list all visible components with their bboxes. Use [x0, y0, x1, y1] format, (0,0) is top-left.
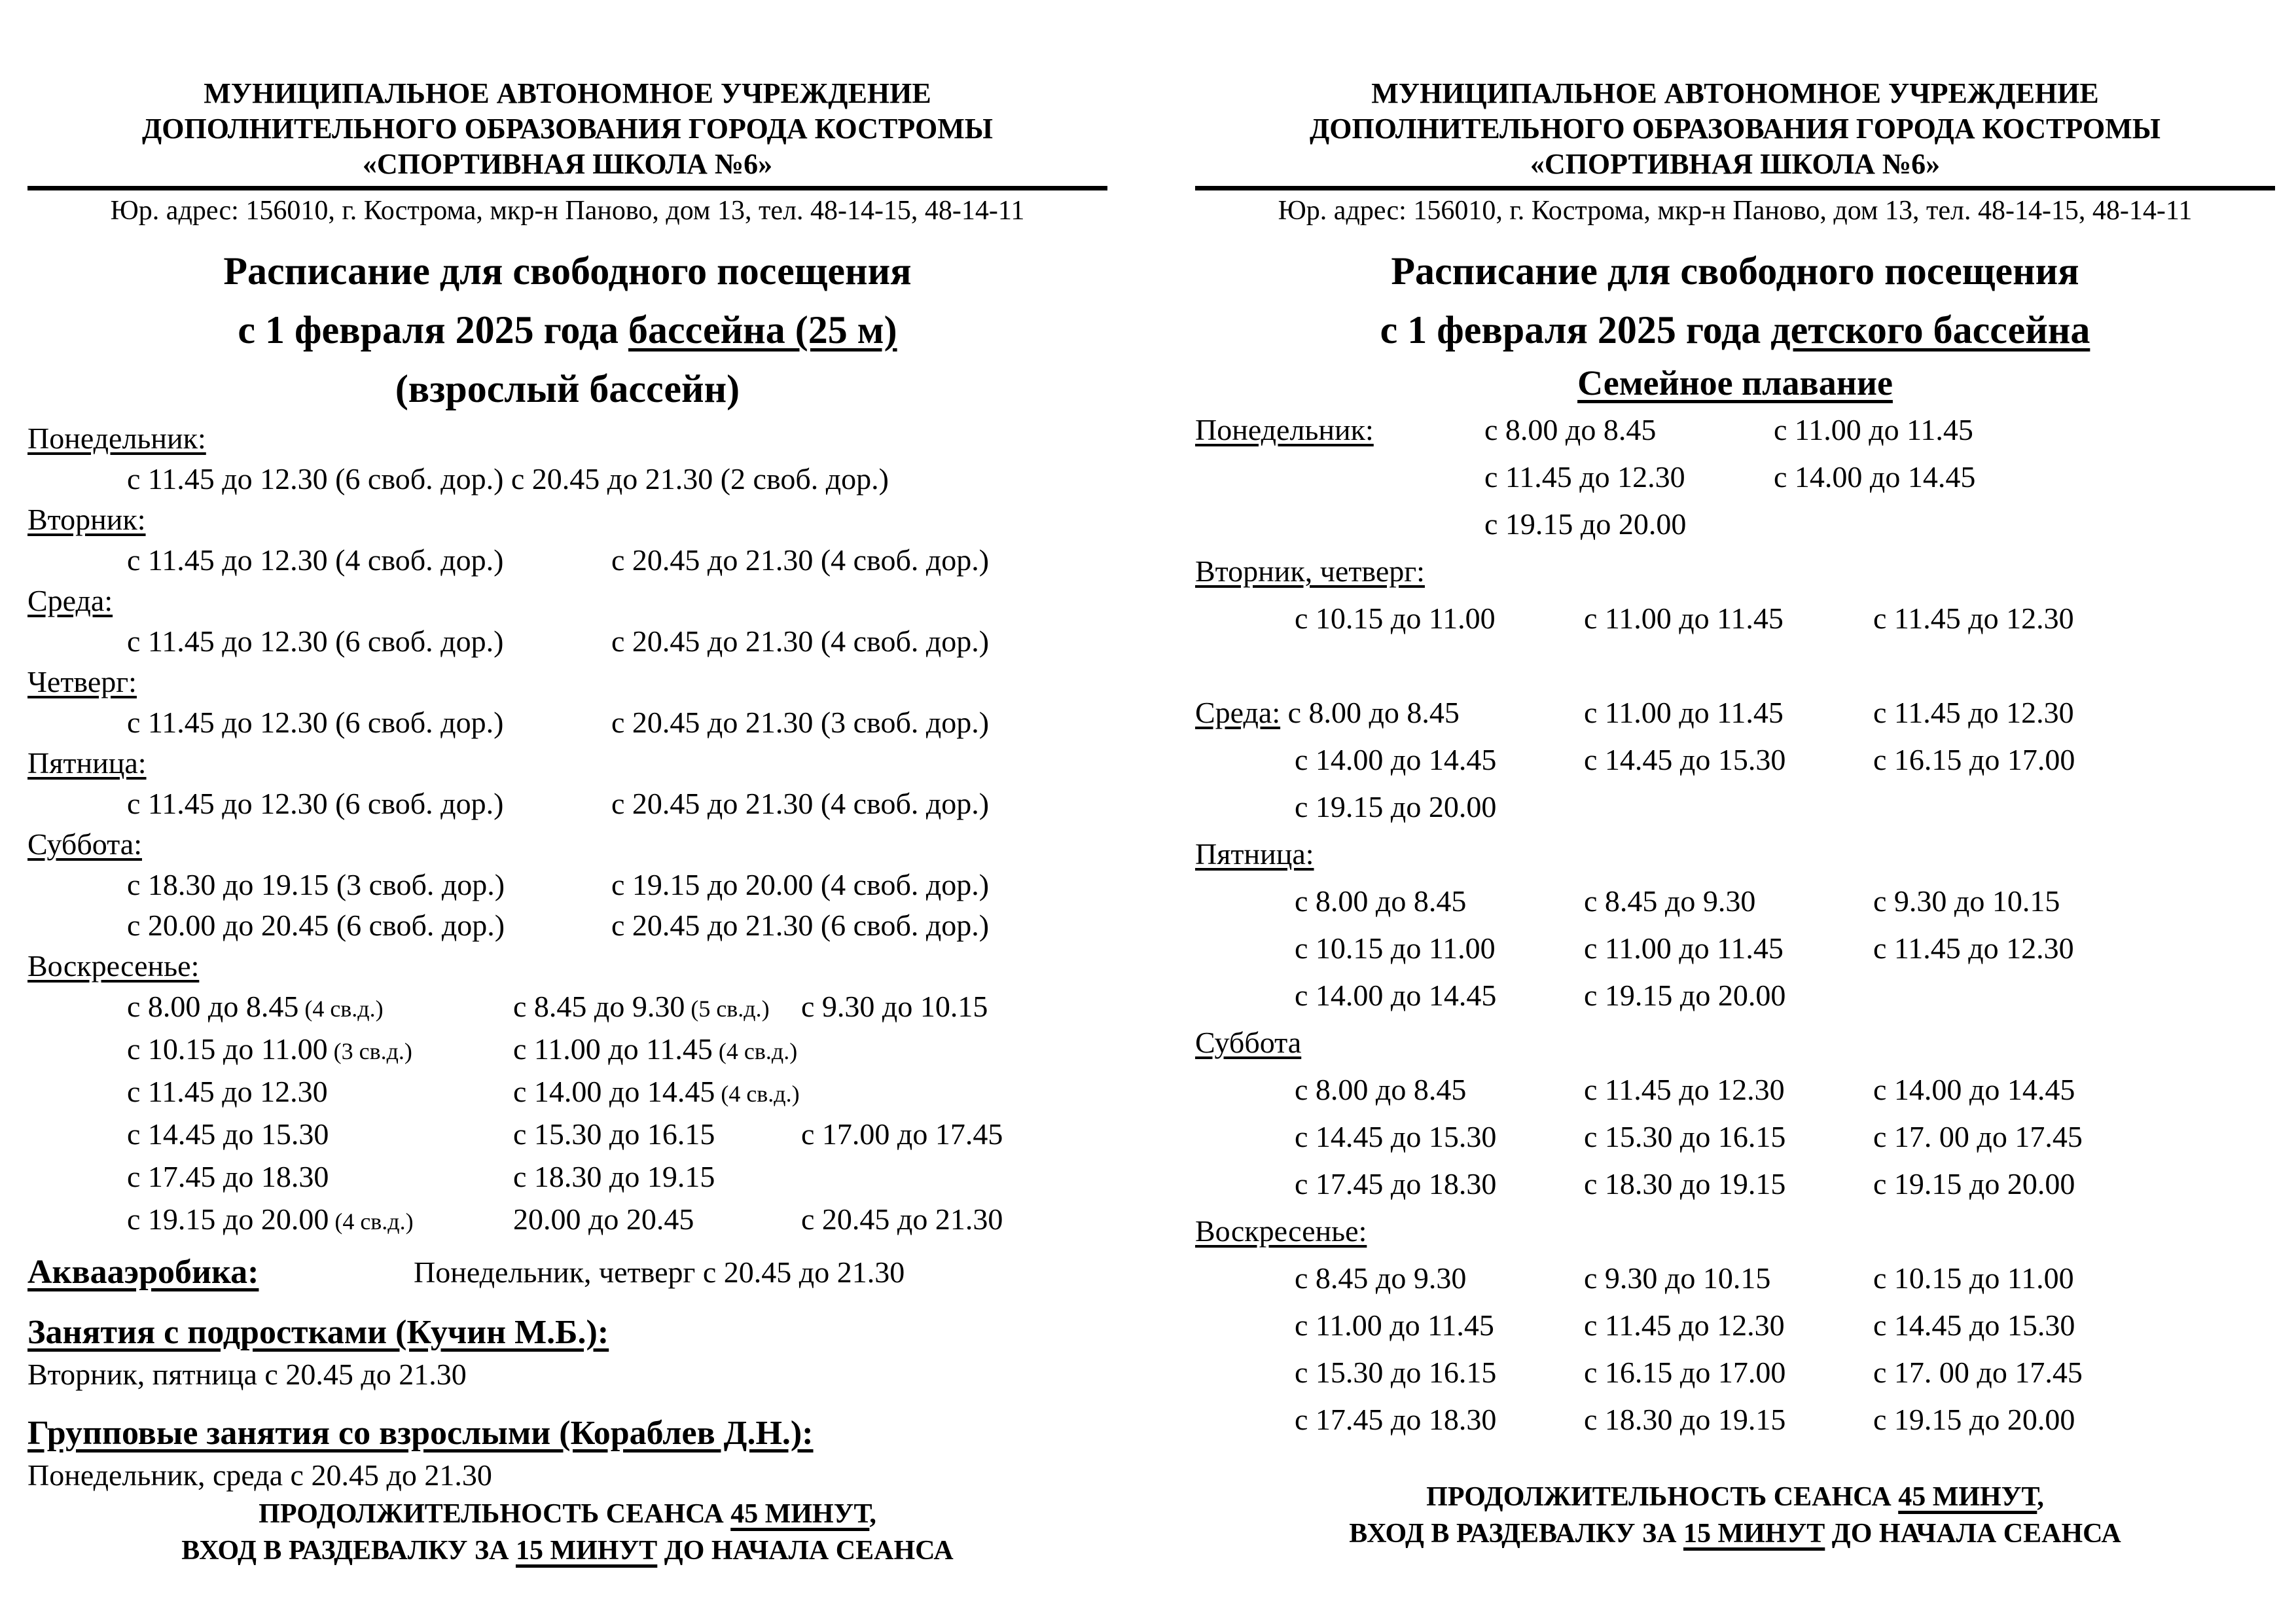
time-range: с 8.45 до 9.30	[513, 990, 685, 1023]
time-slot: с 9.30 до 10.15	[1873, 884, 2060, 918]
day-section	[27, 418, 1107, 499]
time-slot	[127, 1199, 513, 1242]
time-range: с 8.00 до 8.45	[1280, 696, 1460, 729]
time-slot: с 17. 00 до 17.45	[1873, 1120, 2083, 1153]
time-range: 20.00 до 20.45	[513, 1202, 694, 1236]
time-range: с 14.00 до 14.45	[513, 1075, 715, 1108]
kids-pool-schedule	[1195, 0, 2275, 1552]
day-section	[1195, 548, 2275, 642]
day-section	[27, 499, 1107, 581]
time-slot: с 20.45 до 21.30 (6 своб. дор.)	[611, 909, 990, 942]
day-grid	[1195, 595, 2275, 642]
time-slot	[127, 1114, 513, 1157]
time-slot: с 18.30 до 19.15	[1584, 1403, 1786, 1436]
free-lanes-note: (4 св.д.)	[329, 1208, 414, 1235]
session-note	[27, 1496, 1107, 1569]
subtitle: Семейное плавание	[1577, 363, 1893, 403]
time-slot	[127, 1029, 513, 1072]
time-slot: с 20.45 до 21.30 (3 своб. дор.)	[611, 706, 990, 739]
wednesday-grid	[1195, 689, 2275, 831]
day-label: Вторник, четверг:	[1195, 554, 1425, 588]
time-slot	[513, 1029, 801, 1072]
wednesday-section	[1195, 689, 2275, 831]
title-line: с 1 февраля 2025 года бассейна (25 м)	[238, 308, 897, 352]
time-slot: с 19.15 до 20.00	[1484, 507, 1687, 541]
note-line: ПРОДОЛЖИТЕЛЬНОСТЬ СЕАНСА 45 МИНУТ,	[259, 1499, 876, 1529]
section-label: Аквааэробика:	[27, 1254, 259, 1291]
title-line: Расписание для свободного посещения	[1391, 249, 2079, 293]
org-header	[27, 76, 1107, 182]
day-label: Суббота:	[27, 827, 142, 861]
day-section	[27, 662, 1107, 743]
time-slot	[513, 1199, 801, 1242]
time-slot	[1195, 689, 1584, 736]
time-row	[27, 621, 1107, 662]
section-label: Занятия с подростками (Кучин М.Б.):	[27, 1314, 609, 1351]
time-slot: с 10.15 до 11.00	[1873, 1261, 2074, 1295]
legal-address: Юр. адрес: 156010, г. Кострома, мкр-н Паново, дом 13, тел. 48-14-15, 48-14-11	[1278, 196, 2193, 226]
section-text: Понедельник, четверг с 20.45 до 21.30	[414, 1255, 905, 1289]
time-slot: с 16.15 до 17.00	[1584, 1356, 1786, 1389]
time-slot: с 8.00 до 8.45	[1295, 884, 1467, 918]
title-line: (взрослый бассейн)	[395, 367, 740, 410]
time-row	[27, 702, 1107, 743]
note-line: ВХОД В РАЗДЕВАЛКУ ЗА 15 МИНУТ ДО НАЧАЛА СЕАНСА	[181, 1536, 954, 1566]
time-slot: с 15.30 до 16.15	[1584, 1120, 1786, 1153]
time-slot: с 9.30 до 10.15	[1584, 1261, 1771, 1295]
time-slot	[1774, 501, 2063, 548]
time-slot	[801, 1114, 1076, 1157]
time-slot: с 11.45 до 12.30 (6 своб. дор.) с 20.45 до 21.30 (2 своб. дор.)	[127, 462, 889, 496]
time-range: с 18.30 до 19.15	[513, 1160, 715, 1193]
time-slot: с 19.15 до 20.00	[1584, 979, 1786, 1012]
time-slot: с 8.00 до 8.45	[1484, 413, 1657, 446]
day-label: Пятница:	[27, 746, 147, 780]
legal-address: Юр. адрес: 156010, г. Кострома, мкр-н Паново, дом 13, тел. 48-14-15, 48-14-11	[110, 196, 1025, 226]
org-line: ДОПОЛНИТЕЛЬНОГО ОБРАЗОВАНИЯ ГОРОДА КОСТРОМЫ	[142, 113, 993, 145]
org-line: МУНИЦИПАЛЬНОЕ АВТОНОМНОЕ УЧРЕЖДЕНИЕ	[1371, 77, 2099, 109]
time-slot: с 19.15 до 20.00	[1873, 1167, 2075, 1200]
time-slot: с 19.15 до 20.00	[1873, 1403, 2075, 1436]
day-section	[1195, 1208, 2275, 1443]
time-slot: с 18.30 до 19.15	[1584, 1167, 1786, 1200]
time-slot	[513, 1072, 801, 1114]
day-label: Воскресенье:	[27, 949, 200, 983]
day-grid	[1195, 1066, 2275, 1208]
time-slot: с 16.15 до 17.00	[1873, 743, 2075, 776]
day-list	[1195, 831, 2275, 1443]
time-slot: с 20.45 до 21.30 (4 своб. дор.)	[611, 624, 990, 658]
day-section	[27, 743, 1107, 824]
time-range: с 17.00 до 17.45	[801, 1117, 1003, 1151]
time-range: с 11.00 до 11.45	[513, 1032, 713, 1066]
free-lanes-note: (4 св.д.)	[712, 1038, 798, 1064]
time-range: с 9.30 до 10.15	[801, 990, 988, 1023]
time-slot: с 19.15 до 20.00	[1295, 790, 1497, 823]
day-label: Понедельник:	[27, 422, 206, 455]
time-slot	[801, 1199, 1076, 1242]
time-slot	[801, 1029, 1076, 1072]
time-slot: с 11.45 до 12.30	[1584, 1073, 1785, 1106]
day-grid	[1195, 878, 2275, 1019]
day-label: Вторник:	[27, 503, 146, 536]
day-label: Воскресенье:	[1195, 1214, 1367, 1248]
time-slot: с 14.00 до 14.45	[1295, 743, 1497, 776]
adult-pool-schedule	[27, 0, 1107, 1569]
day-label: Суббота	[1195, 1026, 1302, 1059]
time-slot: с 11.45 до 12.30 (4 своб. дор.)	[127, 543, 504, 577]
time-slot: с 11.45 до 12.30	[1484, 460, 1685, 494]
time-range: с 8.00 до 8.45	[127, 990, 299, 1023]
time-slot: с 14.45 до 15.30	[1584, 743, 1786, 776]
time-range: с 10.15 до 11.00	[127, 1032, 328, 1066]
free-lanes-note: (5 св.д.)	[685, 996, 770, 1022]
org-line: ДОПОЛНИТЕЛЬНОГО ОБРАЗОВАНИЯ ГОРОДА КОСТРОМЫ	[1310, 113, 2161, 145]
time-slot: с 10.15 до 11.00	[1295, 602, 1496, 635]
time-row	[27, 865, 1107, 905]
time-row	[27, 459, 1107, 499]
sunday-section	[27, 946, 1107, 1242]
time-slot: с 15.30 до 16.15	[1295, 1356, 1497, 1389]
time-slot	[127, 1072, 513, 1114]
time-slot: с 11.00 до 11.45	[1295, 1308, 1494, 1342]
time-slot	[513, 986, 801, 1029]
section-label: Групповые занятия со взрослыми (Кораблев Д.Н.):	[27, 1415, 814, 1452]
org-line: МУНИЦИПАЛЬНОЕ АВТОНОМНОЕ УЧРЕЖДЕНИЕ	[204, 77, 931, 109]
page-title	[1195, 242, 2275, 359]
time-slot: с 11.45 до 12.30	[1584, 1308, 1785, 1342]
monday-section	[1195, 406, 2275, 548]
time-slot: с 14.00 до 14.45	[1873, 1073, 2075, 1106]
time-range: с 11.45 до 12.30	[127, 1075, 328, 1108]
time-slot	[513, 1114, 801, 1157]
time-slot	[1873, 784, 2162, 831]
time-range: с 14.45 до 15.30	[127, 1117, 329, 1151]
time-slot: с 8.45 до 9.30	[1295, 1261, 1467, 1295]
adult-group-classes	[27, 1412, 1107, 1496]
day-section	[27, 824, 1107, 946]
time-slot	[801, 1072, 1076, 1114]
pool-name: детского бассейна	[1770, 308, 2090, 352]
time-slot: с 11.45 до 12.30 (6 своб. дор.)	[127, 706, 504, 739]
title-line: Расписание для свободного посещения	[223, 249, 912, 293]
day-label: Среда:	[1195, 696, 1281, 729]
time-row	[27, 784, 1107, 824]
time-slot	[1584, 784, 1873, 831]
title-line: с 1 февраля 2025 года детского бассейна	[1380, 308, 2090, 352]
time-slot: с 11.00 до 11.45	[1584, 696, 1784, 729]
time-slot: с 14.45 до 15.30	[1295, 1120, 1497, 1153]
time-slot: с 8.00 до 8.45	[1295, 1073, 1467, 1106]
time-slot: с 11.00 до 11.45	[1584, 602, 1784, 635]
free-lanes-note: (4 св.д.)	[298, 996, 384, 1022]
section-text: Вторник, пятница с 20.45 до 21.30	[27, 1358, 467, 1391]
time-slot: с 8.45 до 9.30	[1584, 884, 1756, 918]
time-slot	[127, 1157, 513, 1199]
day-label: Понедельник:	[1195, 413, 1374, 446]
day-label: Четверг:	[27, 665, 137, 698]
time-slot: с 10.15 до 11.00	[1295, 931, 1496, 965]
day-section	[27, 581, 1107, 662]
note-line: ПРОДОЛЖИТЕЛЬНОСТЬ СЕАНСА 45 МИНУТ,	[1426, 1482, 2044, 1512]
org-line: «СПОРТИВНАЯ ШКОЛА №6»	[362, 148, 773, 180]
time-row	[27, 540, 1107, 581]
time-range: с 15.30 до 16.15	[513, 1117, 715, 1151]
teens-classes	[27, 1311, 1107, 1395]
time-slot	[801, 1157, 1076, 1199]
note-line: ВХОД В РАЗДЕВАЛКУ ЗА 15 МИНУТ ДО НАЧАЛА СЕАНСА	[1349, 1519, 2121, 1549]
monday-grid	[1484, 406, 2063, 548]
time-slot: с 20.00 до 20.45 (6 своб. дор.)	[127, 909, 505, 942]
session-note	[1195, 1479, 2275, 1552]
time-slot	[1873, 972, 2162, 1019]
time-slot: с 11.45 до 12.30	[1873, 602, 2074, 635]
time-slot: с 19.15 до 20.00 (4 своб. дор.)	[611, 868, 990, 901]
day-grid	[1195, 1255, 2275, 1443]
header-divider	[1195, 186, 2275, 190]
time-range: с 19.15 до 20.00	[127, 1202, 329, 1236]
time-slot: с 11.00 до 11.45	[1774, 413, 1973, 446]
day-section	[1195, 548, 2275, 642]
time-slot	[801, 986, 1076, 1029]
time-slot: с 11.00 до 11.45	[1584, 931, 1784, 965]
time-slot: с 18.30 до 19.15 (3 своб. дор.)	[127, 868, 505, 901]
header-divider	[27, 186, 1107, 190]
day-section	[1195, 831, 2275, 1019]
aqua-aerobics	[27, 1251, 1107, 1294]
time-slot: с 11.45 до 12.30 (6 своб. дор.)	[127, 624, 504, 658]
free-lanes-note: (3 св.д.)	[327, 1038, 412, 1064]
free-lanes-note: (4 св.д.)	[715, 1081, 800, 1107]
time-slot: с 11.45 до 12.30	[1873, 696, 2074, 729]
time-slot: с 11.45 до 12.30 (6 своб. дор.)	[127, 787, 504, 820]
org-line: «СПОРТИВНАЯ ШКОЛА №6»	[1530, 148, 1941, 180]
day-label: Пятница:	[1195, 837, 1314, 871]
sunday-grid	[27, 986, 1107, 1242]
time-slot: с 14.00 до 14.45	[1774, 460, 1976, 494]
weekday-list	[27, 418, 1107, 946]
org-header	[1195, 76, 2275, 182]
section-text: Понедельник, среда с 20.45 до 21.30	[27, 1458, 492, 1492]
time-slot: с 20.45 до 21.30 (4 своб. дор.)	[611, 787, 990, 820]
time-slot: с 14.45 до 15.30	[1873, 1308, 2075, 1342]
day-section	[1195, 1019, 2275, 1208]
time-slot: с 11.45 до 12.30	[1873, 931, 2074, 965]
day-label: Среда:	[27, 584, 113, 617]
time-slot	[127, 986, 513, 1029]
time-row	[27, 905, 1107, 946]
pool-name: бассейна (25 м)	[628, 308, 897, 352]
page-title	[27, 242, 1107, 418]
time-range: с 17.45 до 18.30	[127, 1160, 329, 1193]
time-slot: с 20.45 до 21.30 (4 своб. дор.)	[611, 543, 990, 577]
time-range: с 20.45 до 21.30	[801, 1202, 1003, 1236]
time-slot: с 17.45 до 18.30	[1295, 1167, 1497, 1200]
time-slot	[513, 1157, 801, 1199]
time-slot: с 17. 00 до 17.45	[1873, 1356, 2083, 1389]
time-slot: с 14.00 до 14.45	[1295, 979, 1497, 1012]
time-slot: с 17.45 до 18.30	[1295, 1403, 1497, 1436]
